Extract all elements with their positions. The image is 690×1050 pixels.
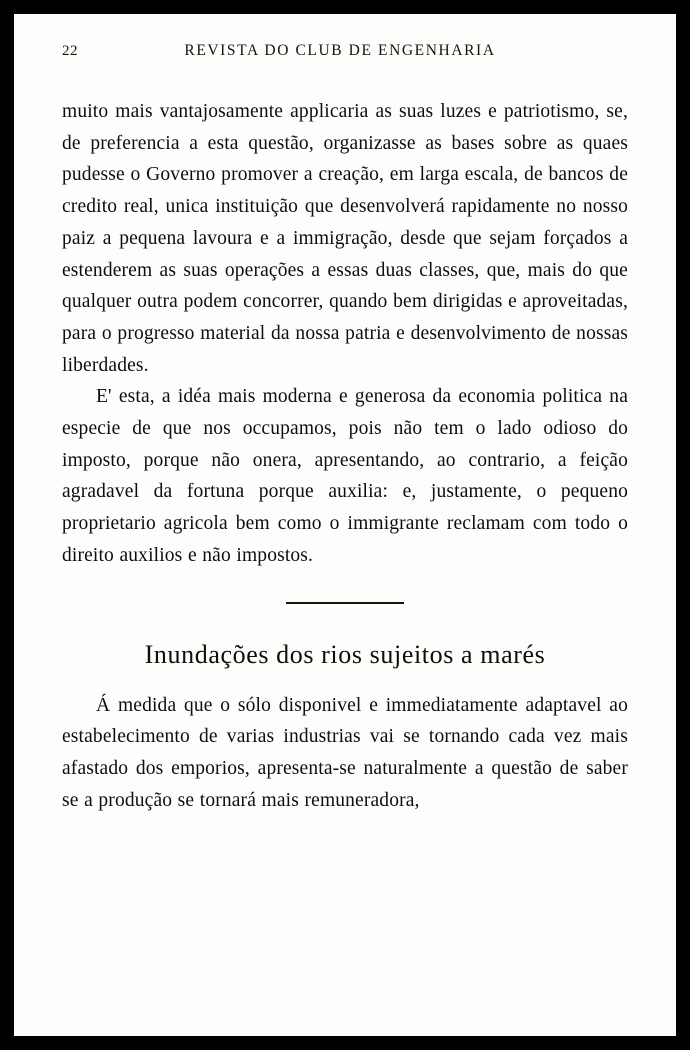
page-sheet [14, 14, 676, 1036]
page-header [62, 42, 628, 78]
section-divider-rule [286, 602, 404, 604]
page-number: 22 [62, 43, 78, 59]
running-title: REVISTA DO CLUB DE ENGENHARIA [184, 42, 496, 59]
page-text-block [62, 42, 628, 1008]
section-heading: Inundações dos rios sujeitos a marés [144, 639, 546, 669]
paragraph-1: muito mais vantajosamente applicaria as suas luzes e patriotismo, se, de preferencia a esta questão, organizasse as bases sobre as quaes pudesse o Governo promover a creação, em larga escala, de bancos de credito real, unica instituição que desenvolverá rapidamente no nosso paiz a pequena lavoura e a immigração, desde que sejam forçados a estenderem as suas operações a essas duas classes, que, mais do que qualquer outra podem concorrer, quando bem dirigidas e aproveitadas, para o progresso material da nossa patria e desenvolvimento de nossas liberdades. [62, 101, 628, 376]
paragraph-2: E' esta, a idéa mais moderna e generosa da economia politica na especie de que nos occupamos, pois não tem o lado odioso do imposto, porque não onera, apresentando, ao contrario, a feição agradavel da fortuna porque auxilia: e, justamente, o pequeno proprietario agricola bem como o immigrante reclamam com todo o direito auxilios e não impostos. [62, 386, 628, 566]
section-paragraph-1: Á medida que o sólo disponivel e immediatamente adaptavel ao estabelecimento de varias industrias vai se tornando cada vez mais afastado dos emporios, apresenta-se naturalmente a questão de saber se a produção se tornará mais remuneradora, [62, 694, 628, 811]
